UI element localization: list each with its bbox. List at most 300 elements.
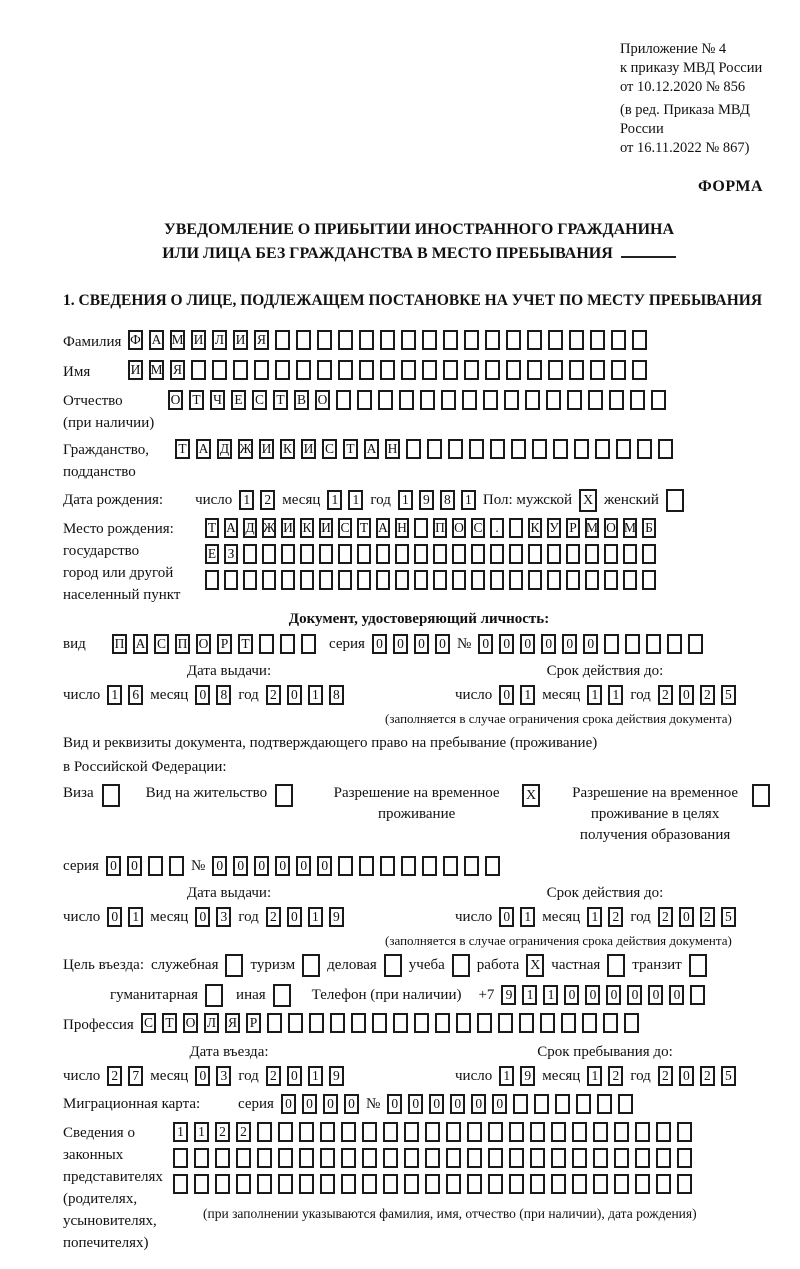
char-box[interactable]: 1	[543, 985, 558, 1005]
char-box[interactable]: Т	[205, 518, 219, 538]
char-box[interactable]	[467, 1122, 482, 1142]
char-box[interactable]: 0	[275, 856, 290, 876]
char-box[interactable]	[618, 1094, 633, 1114]
char-box[interactable]: 6	[128, 685, 143, 705]
char-box[interactable]	[267, 1013, 282, 1033]
char-box[interactable]	[205, 570, 219, 590]
char-box[interactable]: Д	[243, 518, 257, 538]
char-box[interactable]: О	[452, 518, 466, 538]
char-box[interactable]: 0	[212, 856, 227, 876]
char-box[interactable]	[380, 856, 395, 876]
char-box[interactable]	[651, 390, 666, 410]
char-box[interactable]	[561, 1013, 576, 1033]
char-box[interactable]	[509, 544, 523, 564]
char-box[interactable]: К	[300, 518, 314, 538]
char-box[interactable]: К	[528, 518, 542, 538]
char-box[interactable]: Т	[357, 518, 371, 538]
char-box[interactable]	[446, 1122, 461, 1142]
checkbox-male[interactable]: X	[579, 489, 597, 512]
char-box[interactable]	[224, 570, 238, 590]
char-box[interactable]: 0	[471, 1094, 486, 1114]
char-box[interactable]	[509, 518, 523, 538]
char-box[interactable]: О	[604, 518, 618, 538]
char-box[interactable]	[275, 360, 290, 380]
char-box[interactable]	[528, 544, 542, 564]
char-box[interactable]	[677, 1122, 692, 1142]
checkbox-purpose-study[interactable]	[452, 954, 470, 977]
char-box[interactable]	[254, 360, 269, 380]
char-box[interactable]	[488, 1148, 503, 1168]
char-box[interactable]	[414, 518, 428, 538]
char-box[interactable]: Е	[231, 390, 246, 410]
char-box[interactable]: 0	[281, 1094, 296, 1114]
checkbox-purpose-official[interactable]	[225, 954, 243, 977]
char-box[interactable]	[278, 1148, 293, 1168]
char-box[interactable]: 2	[266, 1066, 281, 1086]
char-box[interactable]: 0	[195, 1066, 210, 1086]
checkbox-temp-residence[interactable]: X	[522, 784, 540, 807]
char-box[interactable]	[443, 856, 458, 876]
char-box[interactable]	[169, 856, 184, 876]
char-box[interactable]	[467, 1148, 482, 1168]
char-box[interactable]: 2	[658, 1066, 673, 1086]
char-box[interactable]	[677, 1174, 692, 1194]
char-box[interactable]	[462, 390, 477, 410]
char-box[interactable]: 1	[194, 1122, 209, 1142]
char-box[interactable]: О	[168, 390, 183, 410]
char-box[interactable]	[215, 1148, 230, 1168]
char-box[interactable]: 2	[608, 907, 623, 927]
char-box[interactable]	[320, 1174, 335, 1194]
char-box[interactable]	[688, 634, 703, 654]
char-box[interactable]	[383, 1174, 398, 1194]
char-box[interactable]: Т	[162, 1013, 177, 1033]
char-box[interactable]	[551, 1174, 566, 1194]
char-box[interactable]: 2	[608, 1066, 623, 1086]
char-box[interactable]: 8	[440, 490, 455, 510]
char-box[interactable]: 1	[608, 685, 623, 705]
char-box[interactable]	[330, 1013, 345, 1033]
char-box[interactable]	[534, 1094, 549, 1114]
char-box[interactable]	[425, 1148, 440, 1168]
char-box[interactable]: 0	[323, 1094, 338, 1114]
char-box[interactable]: 1	[587, 1066, 602, 1086]
char-box[interactable]: 0	[254, 856, 269, 876]
char-box[interactable]: 0	[541, 634, 556, 654]
char-box[interactable]	[317, 330, 332, 350]
char-box[interactable]	[420, 390, 435, 410]
char-box[interactable]	[376, 570, 390, 590]
char-box[interactable]: О	[183, 1013, 198, 1033]
char-box[interactable]: 9	[329, 1066, 344, 1086]
char-box[interactable]	[383, 1122, 398, 1142]
char-box[interactable]	[690, 985, 705, 1005]
char-box[interactable]	[590, 360, 605, 380]
char-box[interactable]: 0	[287, 685, 302, 705]
char-box[interactable]	[215, 1174, 230, 1194]
char-box[interactable]: 2	[700, 685, 715, 705]
char-box[interactable]	[338, 544, 352, 564]
char-box[interactable]	[513, 1094, 528, 1114]
char-box[interactable]	[637, 439, 652, 459]
checkbox-visa[interactable]	[102, 784, 120, 807]
char-box[interactable]	[257, 1174, 272, 1194]
char-box[interactable]: М	[170, 330, 185, 350]
char-box[interactable]	[299, 1174, 314, 1194]
char-box[interactable]	[299, 1122, 314, 1142]
char-box[interactable]	[300, 570, 314, 590]
char-box[interactable]	[393, 1013, 408, 1033]
char-box[interactable]	[338, 856, 353, 876]
char-box[interactable]	[362, 1122, 377, 1142]
char-box[interactable]	[404, 1122, 419, 1142]
char-box[interactable]: .	[490, 518, 504, 538]
char-box[interactable]: 8	[329, 685, 344, 705]
checkbox-purpose-private[interactable]	[607, 954, 625, 977]
char-box[interactable]	[530, 1174, 545, 1194]
char-box[interactable]	[467, 1174, 482, 1194]
char-box[interactable]: 0	[648, 985, 663, 1005]
char-box[interactable]: 1	[308, 685, 323, 705]
char-box[interactable]	[452, 570, 466, 590]
char-box[interactable]	[625, 634, 640, 654]
char-box[interactable]	[624, 1013, 639, 1033]
char-box[interactable]	[380, 330, 395, 350]
char-box[interactable]	[452, 544, 466, 564]
char-box[interactable]	[614, 1148, 629, 1168]
char-box[interactable]: 0	[564, 985, 579, 1005]
char-box[interactable]: 1	[522, 985, 537, 1005]
char-box[interactable]: И	[128, 360, 143, 380]
char-box[interactable]	[320, 1122, 335, 1142]
char-box[interactable]	[540, 1013, 555, 1033]
char-box[interactable]	[567, 390, 582, 410]
char-box[interactable]	[597, 1094, 612, 1114]
char-box[interactable]	[483, 390, 498, 410]
char-box[interactable]	[414, 1013, 429, 1033]
char-box[interactable]: 1	[327, 490, 342, 510]
char-box[interactable]: С	[154, 634, 169, 654]
checkbox-purpose-humanitarian[interactable]	[205, 984, 223, 1007]
char-box[interactable]	[296, 360, 311, 380]
char-box[interactable]	[604, 544, 618, 564]
char-box[interactable]	[173, 1174, 188, 1194]
char-box[interactable]	[588, 390, 603, 410]
char-box[interactable]: 2	[266, 907, 281, 927]
char-box[interactable]: Т	[175, 439, 190, 459]
char-box[interactable]: 0	[107, 907, 122, 927]
char-box[interactable]: П	[433, 518, 447, 538]
char-box[interactable]	[566, 570, 580, 590]
char-box[interactable]	[173, 1148, 188, 1168]
char-box[interactable]	[614, 1122, 629, 1142]
char-box[interactable]	[506, 360, 521, 380]
char-box[interactable]: Т	[189, 390, 204, 410]
char-box[interactable]	[257, 1122, 272, 1142]
char-box[interactable]: 0	[372, 634, 387, 654]
char-box[interactable]: Л	[204, 1013, 219, 1033]
char-box[interactable]	[623, 544, 637, 564]
char-box[interactable]: 0	[429, 1094, 444, 1114]
char-box[interactable]	[572, 1148, 587, 1168]
char-box[interactable]	[585, 544, 599, 564]
char-box[interactable]	[435, 1013, 450, 1033]
char-box[interactable]	[414, 544, 428, 564]
char-box[interactable]: И	[259, 439, 274, 459]
char-box[interactable]: 5	[721, 685, 736, 705]
char-box[interactable]	[604, 570, 618, 590]
char-box[interactable]	[296, 330, 311, 350]
checkbox-purpose-other[interactable]	[273, 984, 291, 1007]
char-box[interactable]	[547, 570, 561, 590]
char-box[interactable]	[490, 439, 505, 459]
char-box[interactable]	[548, 330, 563, 350]
char-box[interactable]	[530, 1122, 545, 1142]
char-box[interactable]: 0	[499, 634, 514, 654]
char-box[interactable]	[422, 360, 437, 380]
char-box[interactable]	[585, 570, 599, 590]
char-box[interactable]	[401, 330, 416, 350]
char-box[interactable]	[243, 544, 257, 564]
char-box[interactable]	[383, 1148, 398, 1168]
char-box[interactable]	[376, 544, 390, 564]
char-box[interactable]	[572, 1122, 587, 1142]
char-box[interactable]: 0	[679, 907, 694, 927]
char-box[interactable]: И	[301, 439, 316, 459]
char-box[interactable]	[509, 1122, 524, 1142]
char-box[interactable]	[498, 1013, 513, 1033]
checkbox-female[interactable]	[666, 489, 684, 512]
char-box[interactable]	[604, 634, 619, 654]
char-box[interactable]	[546, 390, 561, 410]
char-box[interactable]	[194, 1148, 209, 1168]
char-box[interactable]	[632, 360, 647, 380]
char-box[interactable]: М	[149, 360, 164, 380]
char-box[interactable]: 2	[700, 1066, 715, 1086]
char-box[interactable]: 2	[260, 490, 275, 510]
char-box[interactable]	[574, 439, 589, 459]
char-box[interactable]: 2	[658, 685, 673, 705]
char-box[interactable]	[456, 1013, 471, 1033]
char-box[interactable]	[433, 570, 447, 590]
char-box[interactable]	[609, 390, 624, 410]
char-box[interactable]: А	[376, 518, 390, 538]
char-box[interactable]: М	[623, 518, 637, 538]
char-box[interactable]: 0	[679, 1066, 694, 1086]
char-box[interactable]: А	[364, 439, 379, 459]
char-box[interactable]: 2	[215, 1122, 230, 1142]
char-box[interactable]	[582, 1013, 597, 1033]
char-box[interactable]: Р	[566, 518, 580, 538]
char-box[interactable]	[359, 330, 374, 350]
char-box[interactable]: 0	[562, 634, 577, 654]
char-box[interactable]	[677, 1148, 692, 1168]
char-box[interactable]	[635, 1122, 650, 1142]
char-box[interactable]	[338, 360, 353, 380]
char-box[interactable]: 0	[478, 634, 493, 654]
char-box[interactable]: А	[149, 330, 164, 350]
char-box[interactable]	[357, 570, 371, 590]
char-box[interactable]	[464, 856, 479, 876]
char-box[interactable]	[519, 1013, 534, 1033]
char-box[interactable]: Р	[217, 634, 232, 654]
char-box[interactable]: Т	[238, 634, 253, 654]
char-box[interactable]	[572, 1174, 587, 1194]
char-box[interactable]: 3	[216, 907, 231, 927]
char-box[interactable]: 0	[450, 1094, 465, 1114]
char-box[interactable]	[357, 390, 372, 410]
char-box[interactable]	[551, 1122, 566, 1142]
char-box[interactable]	[378, 390, 393, 410]
char-box[interactable]	[301, 634, 316, 654]
char-box[interactable]: К	[280, 439, 295, 459]
char-box[interactable]	[595, 439, 610, 459]
char-box[interactable]: С	[338, 518, 352, 538]
char-box[interactable]	[530, 1148, 545, 1168]
char-box[interactable]	[404, 1174, 419, 1194]
char-box[interactable]: В	[294, 390, 309, 410]
char-box[interactable]	[555, 1094, 570, 1114]
char-box[interactable]	[485, 856, 500, 876]
char-box[interactable]: 0	[287, 907, 302, 927]
char-box[interactable]: 1	[587, 907, 602, 927]
char-box[interactable]	[148, 856, 163, 876]
char-box[interactable]	[490, 570, 504, 590]
char-box[interactable]: 0	[585, 985, 600, 1005]
char-box[interactable]: 0	[302, 1094, 317, 1114]
char-box[interactable]	[395, 544, 409, 564]
char-box[interactable]: 0	[195, 685, 210, 705]
char-box[interactable]: 1	[499, 1066, 514, 1086]
char-box[interactable]	[233, 360, 248, 380]
char-box[interactable]: 0	[393, 634, 408, 654]
char-box[interactable]	[611, 330, 626, 350]
char-box[interactable]	[414, 570, 428, 590]
char-box[interactable]: П	[175, 634, 190, 654]
char-box[interactable]	[593, 1174, 608, 1194]
char-box[interactable]: С	[141, 1013, 156, 1033]
char-box[interactable]	[611, 360, 626, 380]
char-box[interactable]	[630, 390, 645, 410]
char-box[interactable]: 2	[107, 1066, 122, 1086]
char-box[interactable]: 1	[239, 490, 254, 510]
char-box[interactable]	[532, 439, 547, 459]
char-box[interactable]: Д	[217, 439, 232, 459]
char-box[interactable]	[341, 1148, 356, 1168]
char-box[interactable]	[362, 1148, 377, 1168]
char-box[interactable]: 0	[583, 634, 598, 654]
char-box[interactable]	[281, 570, 295, 590]
char-box[interactable]: У	[547, 518, 561, 538]
char-box[interactable]: Ч	[210, 390, 225, 410]
char-box[interactable]	[320, 1148, 335, 1168]
char-box[interactable]	[275, 330, 290, 350]
char-box[interactable]	[569, 360, 584, 380]
char-box[interactable]	[191, 360, 206, 380]
char-box[interactable]: 8	[216, 685, 231, 705]
char-box[interactable]	[236, 1148, 251, 1168]
char-box[interactable]: Ж	[238, 439, 253, 459]
char-box[interactable]	[509, 1174, 524, 1194]
char-box[interactable]	[300, 544, 314, 564]
char-box[interactable]	[504, 390, 519, 410]
char-box[interactable]: 0	[627, 985, 642, 1005]
char-box[interactable]	[319, 544, 333, 564]
char-box[interactable]	[280, 634, 295, 654]
char-box[interactable]	[262, 544, 276, 564]
char-box[interactable]: С	[471, 518, 485, 538]
char-box[interactable]: Я	[170, 360, 185, 380]
char-box[interactable]: 9	[329, 907, 344, 927]
char-box[interactable]: И	[191, 330, 206, 350]
char-box[interactable]: 2	[236, 1122, 251, 1142]
checkbox-purpose-business[interactable]	[384, 954, 402, 977]
char-box[interactable]: 2	[658, 907, 673, 927]
char-box[interactable]	[351, 1013, 366, 1033]
char-box[interactable]: Т	[343, 439, 358, 459]
char-box[interactable]: 0	[414, 634, 429, 654]
char-box[interactable]: 0	[669, 985, 684, 1005]
char-box[interactable]	[278, 1174, 293, 1194]
char-box[interactable]: 0	[408, 1094, 423, 1114]
char-box[interactable]: 9	[419, 490, 434, 510]
char-box[interactable]: А	[196, 439, 211, 459]
char-box[interactable]	[576, 1094, 591, 1114]
char-box[interactable]: 1	[128, 907, 143, 927]
char-box[interactable]: 2	[700, 907, 715, 927]
char-box[interactable]: 5	[721, 907, 736, 927]
char-box[interactable]	[667, 634, 682, 654]
char-box[interactable]: И	[233, 330, 248, 350]
char-box[interactable]	[433, 544, 447, 564]
char-box[interactable]: 1	[587, 685, 602, 705]
char-box[interactable]	[635, 1174, 650, 1194]
char-box[interactable]: Н	[395, 518, 409, 538]
char-box[interactable]	[319, 570, 333, 590]
char-box[interactable]	[262, 570, 276, 590]
char-box[interactable]	[317, 360, 332, 380]
char-box[interactable]: Я	[225, 1013, 240, 1033]
char-box[interactable]	[299, 1148, 314, 1168]
char-box[interactable]	[446, 1148, 461, 1168]
char-box[interactable]	[477, 1013, 492, 1033]
char-box[interactable]	[616, 439, 631, 459]
char-box[interactable]	[404, 1148, 419, 1168]
char-box[interactable]	[194, 1174, 209, 1194]
char-box[interactable]	[278, 1122, 293, 1142]
checkbox-temp-residence-education[interactable]	[752, 784, 770, 807]
char-box[interactable]	[464, 330, 479, 350]
char-box[interactable]: А	[224, 518, 238, 538]
char-box[interactable]: Е	[205, 544, 219, 564]
char-box[interactable]: 0	[287, 1066, 302, 1086]
char-box[interactable]	[372, 1013, 387, 1033]
char-box[interactable]: 0	[606, 985, 621, 1005]
char-box[interactable]: Т	[273, 390, 288, 410]
char-box[interactable]	[488, 1174, 503, 1194]
char-box[interactable]: 1	[308, 1066, 323, 1086]
char-box[interactable]	[635, 1148, 650, 1168]
char-box[interactable]	[281, 544, 295, 564]
char-box[interactable]	[257, 1148, 272, 1168]
char-box[interactable]: 5	[721, 1066, 736, 1086]
char-box[interactable]	[509, 570, 523, 590]
char-box[interactable]	[464, 360, 479, 380]
char-box[interactable]	[309, 1013, 324, 1033]
char-box[interactable]	[656, 1148, 671, 1168]
char-box[interactable]	[338, 330, 353, 350]
char-box[interactable]	[359, 360, 374, 380]
